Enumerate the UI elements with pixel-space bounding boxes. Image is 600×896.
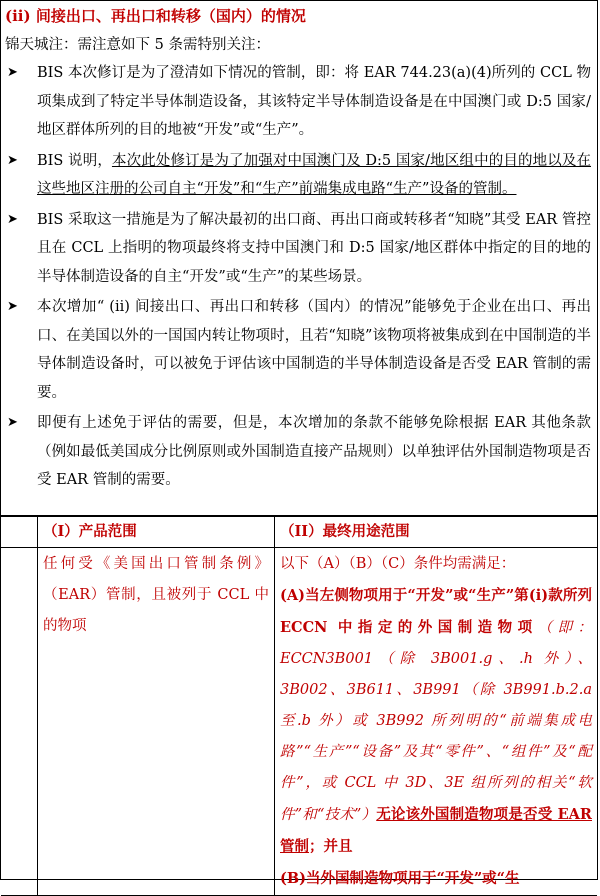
bullet-text: BIS 采取这一措施是为了解决最初的出口商、再出口商或转移者“知晓”其受 EAR 管控且在 CCL 上指明的物项最终将支持中国澳门和 D:5 国家/地区群体中指定的目的地的半导体制造设备的自主“开发”或“生产”的某些场景。 [37, 211, 591, 285]
bullet-text: BIS 本次修订是为了澄清如下情况的管制，即：将 EAR 744.23(a)(4)所列的 CCL 物项集成到了特定半导体制造设备，其该特定半导体制造设备是在中国澳门或 D:5 国家/地区群体所列的目的地被“开发”或“生产”。 [37, 65, 591, 138]
table-header-row [1, 517, 597, 548]
table-row [1, 548, 597, 896]
table-blank-cell [1, 548, 38, 896]
scope-table [1, 516, 597, 896]
bullet-item [5, 59, 591, 145]
arrow-bullet-icon: ➤ [7, 65, 18, 80]
bullet-item [5, 147, 591, 204]
condition-a-tail: ；并且 [309, 838, 353, 855]
arrow-bullet-icon: ➤ [7, 415, 18, 430]
bullet-underlined-text: 本次此处修订是为了加强对中国澳门及 D:5 国家/地区组中的目的地以及在这些地区注册的公司自主“开发”和“生产”前端集成电路“生产”设备的管制。 [37, 152, 591, 197]
section-title: (ii) 间接出口、再出口和转移（国内）的情况 [5, 7, 306, 25]
condition-a-underlined: 无论该外国制造物项是否受 EAR 管制 [280, 806, 592, 855]
arrow-bullet-icon: ➤ [7, 211, 18, 227]
arrow-bullet-icon: ➤ [7, 152, 18, 168]
end-use-scope-cell [275, 548, 598, 896]
bullet-item [5, 409, 591, 495]
end-use-intro: 以下（A）（B）（C）条件均需满足： [280, 556, 516, 572]
product-scope-header: （I）产品范围 [38, 517, 275, 548]
note-line: 锦天城注：需注意如下 5 条需特别关注： [5, 37, 270, 53]
product-scope-text: 任何受《美国出口管制条例》（EAR）管制，且被列于 CCL 中的物项 [38, 548, 275, 896]
condition-b: (B)当外国制造物项用于“开发”或“生 [280, 870, 520, 887]
bullet-text: 本次增加“ (ii) 间接出口、再出口和转移（国内）的情况”能够免于企业在出口、再出口、在美国以外的一国国内转让物项时，且若“知晓”该物项将被集成到在中国制造的半导体制造设备时，可以被免于评估该中国制造的半导体制造设备是否受 EAR 管制的需要。 [37, 299, 591, 401]
bullet-item [5, 293, 591, 407]
condition-a: (A)当左侧物项用于“开发”或“生产”第(i)款所列 ECCN 中指定的外国制造物项 [280, 587, 592, 636]
condition-a-detail: （即：ECCN3B001（除 3B001.g、.h 外）、3B002、3B611、3B991（除 3B991.b.2.a 至.b 外）或 3B992 所列明的“前端集成电路”“生产”“设备”及其“零件”、“组件”及“配件”，或 CCL 中 3D、3E 组所列的相关“软件”和“技术”） [280, 620, 593, 823]
header-cell [1, 1, 597, 516]
bullet-lead-text: BIS 说明， [37, 152, 112, 169]
arrow-bullet-icon: ➤ [7, 299, 18, 314]
table-blank-cell [1, 517, 38, 548]
end-use-scope-header: （II）最终用途范围 [275, 517, 598, 548]
bullet-item [5, 206, 591, 292]
bullet-text: 即便有上述免于评估的需要，但是，本次增加的条款不能够免除根据 EAR 其他条款（例如最低美国成分比例原则或外国制造直接产品规则）以单独评估外国制造物项是否受 EAR 管制的需要。 [37, 415, 591, 488]
